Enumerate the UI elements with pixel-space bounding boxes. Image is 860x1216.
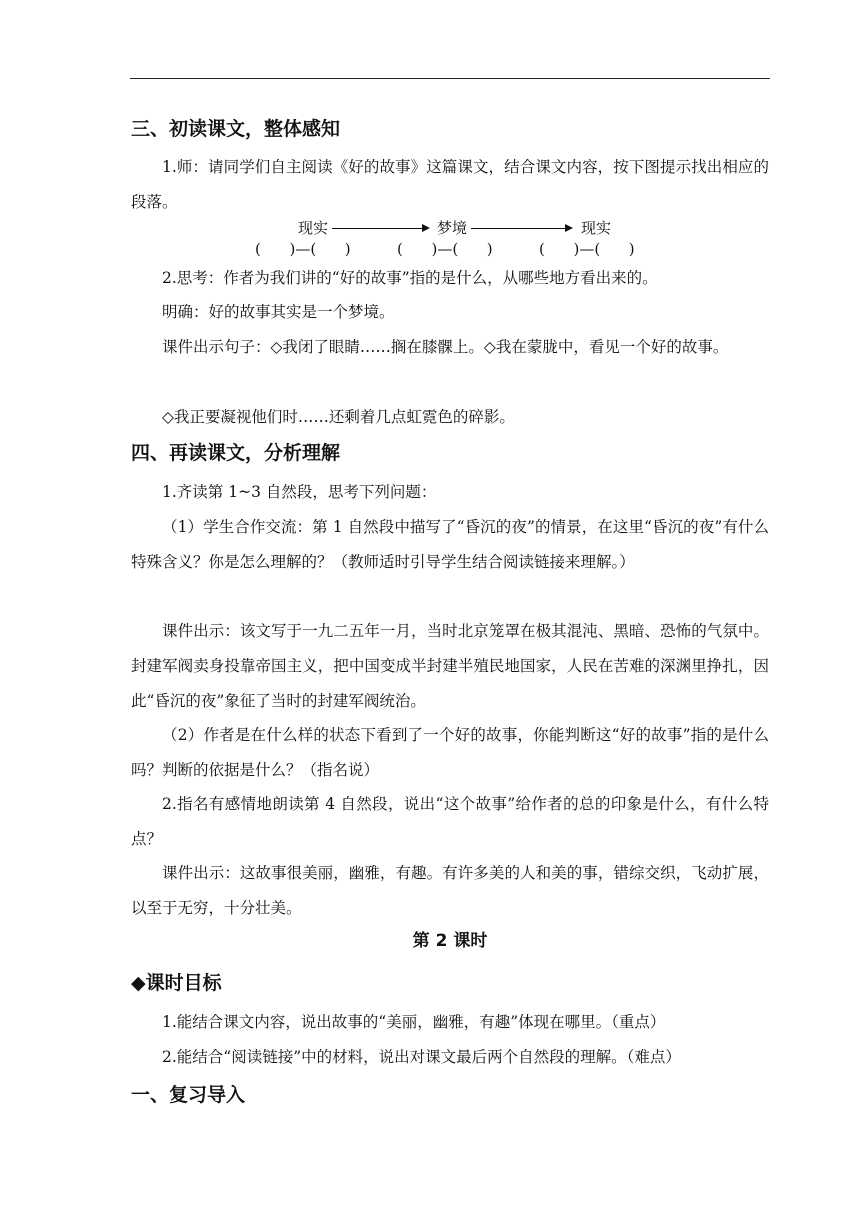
section-heading-1: 一、复习导入 [131, 1084, 246, 1106]
goal-2: 2.能结合“阅读链接”中的材料，说出对课文最后两个自然段的理解。（难点） [162, 1048, 681, 1066]
flow-node-reality-2: 现实 [581, 219, 612, 237]
lesson-2-title: 第 2 课时 [412, 931, 488, 951]
flow-blank-2: ( )—( ) [397, 240, 493, 258]
paragraph-s3-3: 明确：好的故事其实是一个梦境。 [162, 303, 395, 321]
flow-arrow-1 [332, 228, 428, 229]
paragraph-s4-5: 2.指名有感情地朗读第 4 自然段，说出“这个故事”给作者的总的印象是什么，有什么特点？ [131, 795, 769, 848]
paragraph-s3-4: 课件出示句子：◇我闭了眼睛……搁在膝髁上。◇我在蒙胧中，看见一个好的故事。 [162, 338, 729, 356]
flow-node-dream: 梦境 [437, 219, 468, 237]
paragraph-s4-6: 课件出示：这故事很美丽，幽雅，有趣。有许多美的人和美的事，错综交织，飞动扩展，以至于无穷，十分壮美。 [131, 864, 769, 917]
flow-node-reality-1: 现实 [298, 219, 329, 237]
section-heading-4: 四、再读课文，分析理解 [131, 442, 341, 464]
goals-heading: ◆课时目标 [131, 972, 222, 994]
paragraph-s4-4: （2）作者是在什么样的状态下看到了一个好的故事，你能判断这“好的故事”指的是什么吗？判断的依据是什么？（指名说） [131, 726, 769, 779]
paragraph-s3-5: ◇我正要凝视他们时……还剩着几点虹霓色的碎影。 [162, 408, 515, 426]
flow-blank-3: ( )—( ) [539, 240, 635, 258]
paragraph-s4-2: （1）学生合作交流：第 1 自然段中描写了“昏沉的夜”的情景，在这里“昏沉的夜”有什么特殊含义？你是怎么理解的？（教师适时引导学生结合阅读链接来理解。） [131, 518, 769, 571]
flow-blank-1: ( )—( ) [255, 240, 351, 258]
header-rule [130, 78, 770, 79]
paragraph-s4-1: 1.齐读第 1~3 自然段，思考下列问题： [162, 483, 437, 501]
flow-arrow-2 [471, 228, 571, 229]
paragraph-s4-3: 课件出示：该文写于一九二五年一月，当时北京笼罩在极其混沌、黑暗、恐怖的气氛中。封建军阀卖身投靠帝国主义，把中国变成半封建半殖民地国家，人民在苦难的深渊里挣扎，因此“昏沉的夜”象征了当时的封建军阀统治。 [131, 622, 769, 710]
section-heading-3: 三、初读课文，整体感知 [131, 118, 341, 140]
paragraph-s3-2: 2.思考：作者为我们讲的“好的故事”指的是什么，从哪些地方看出来的。 [162, 269, 658, 287]
paragraph-s3-1: 1.师：请同学们自主阅读《好的故事》这篇课文，结合课文内容，按下图提示找出相应的段落。 [131, 158, 769, 211]
goal-1: 1.能结合课文内容，说出故事的“美丽，幽雅，有趣”体现在哪里。（重点） [162, 1013, 666, 1031]
